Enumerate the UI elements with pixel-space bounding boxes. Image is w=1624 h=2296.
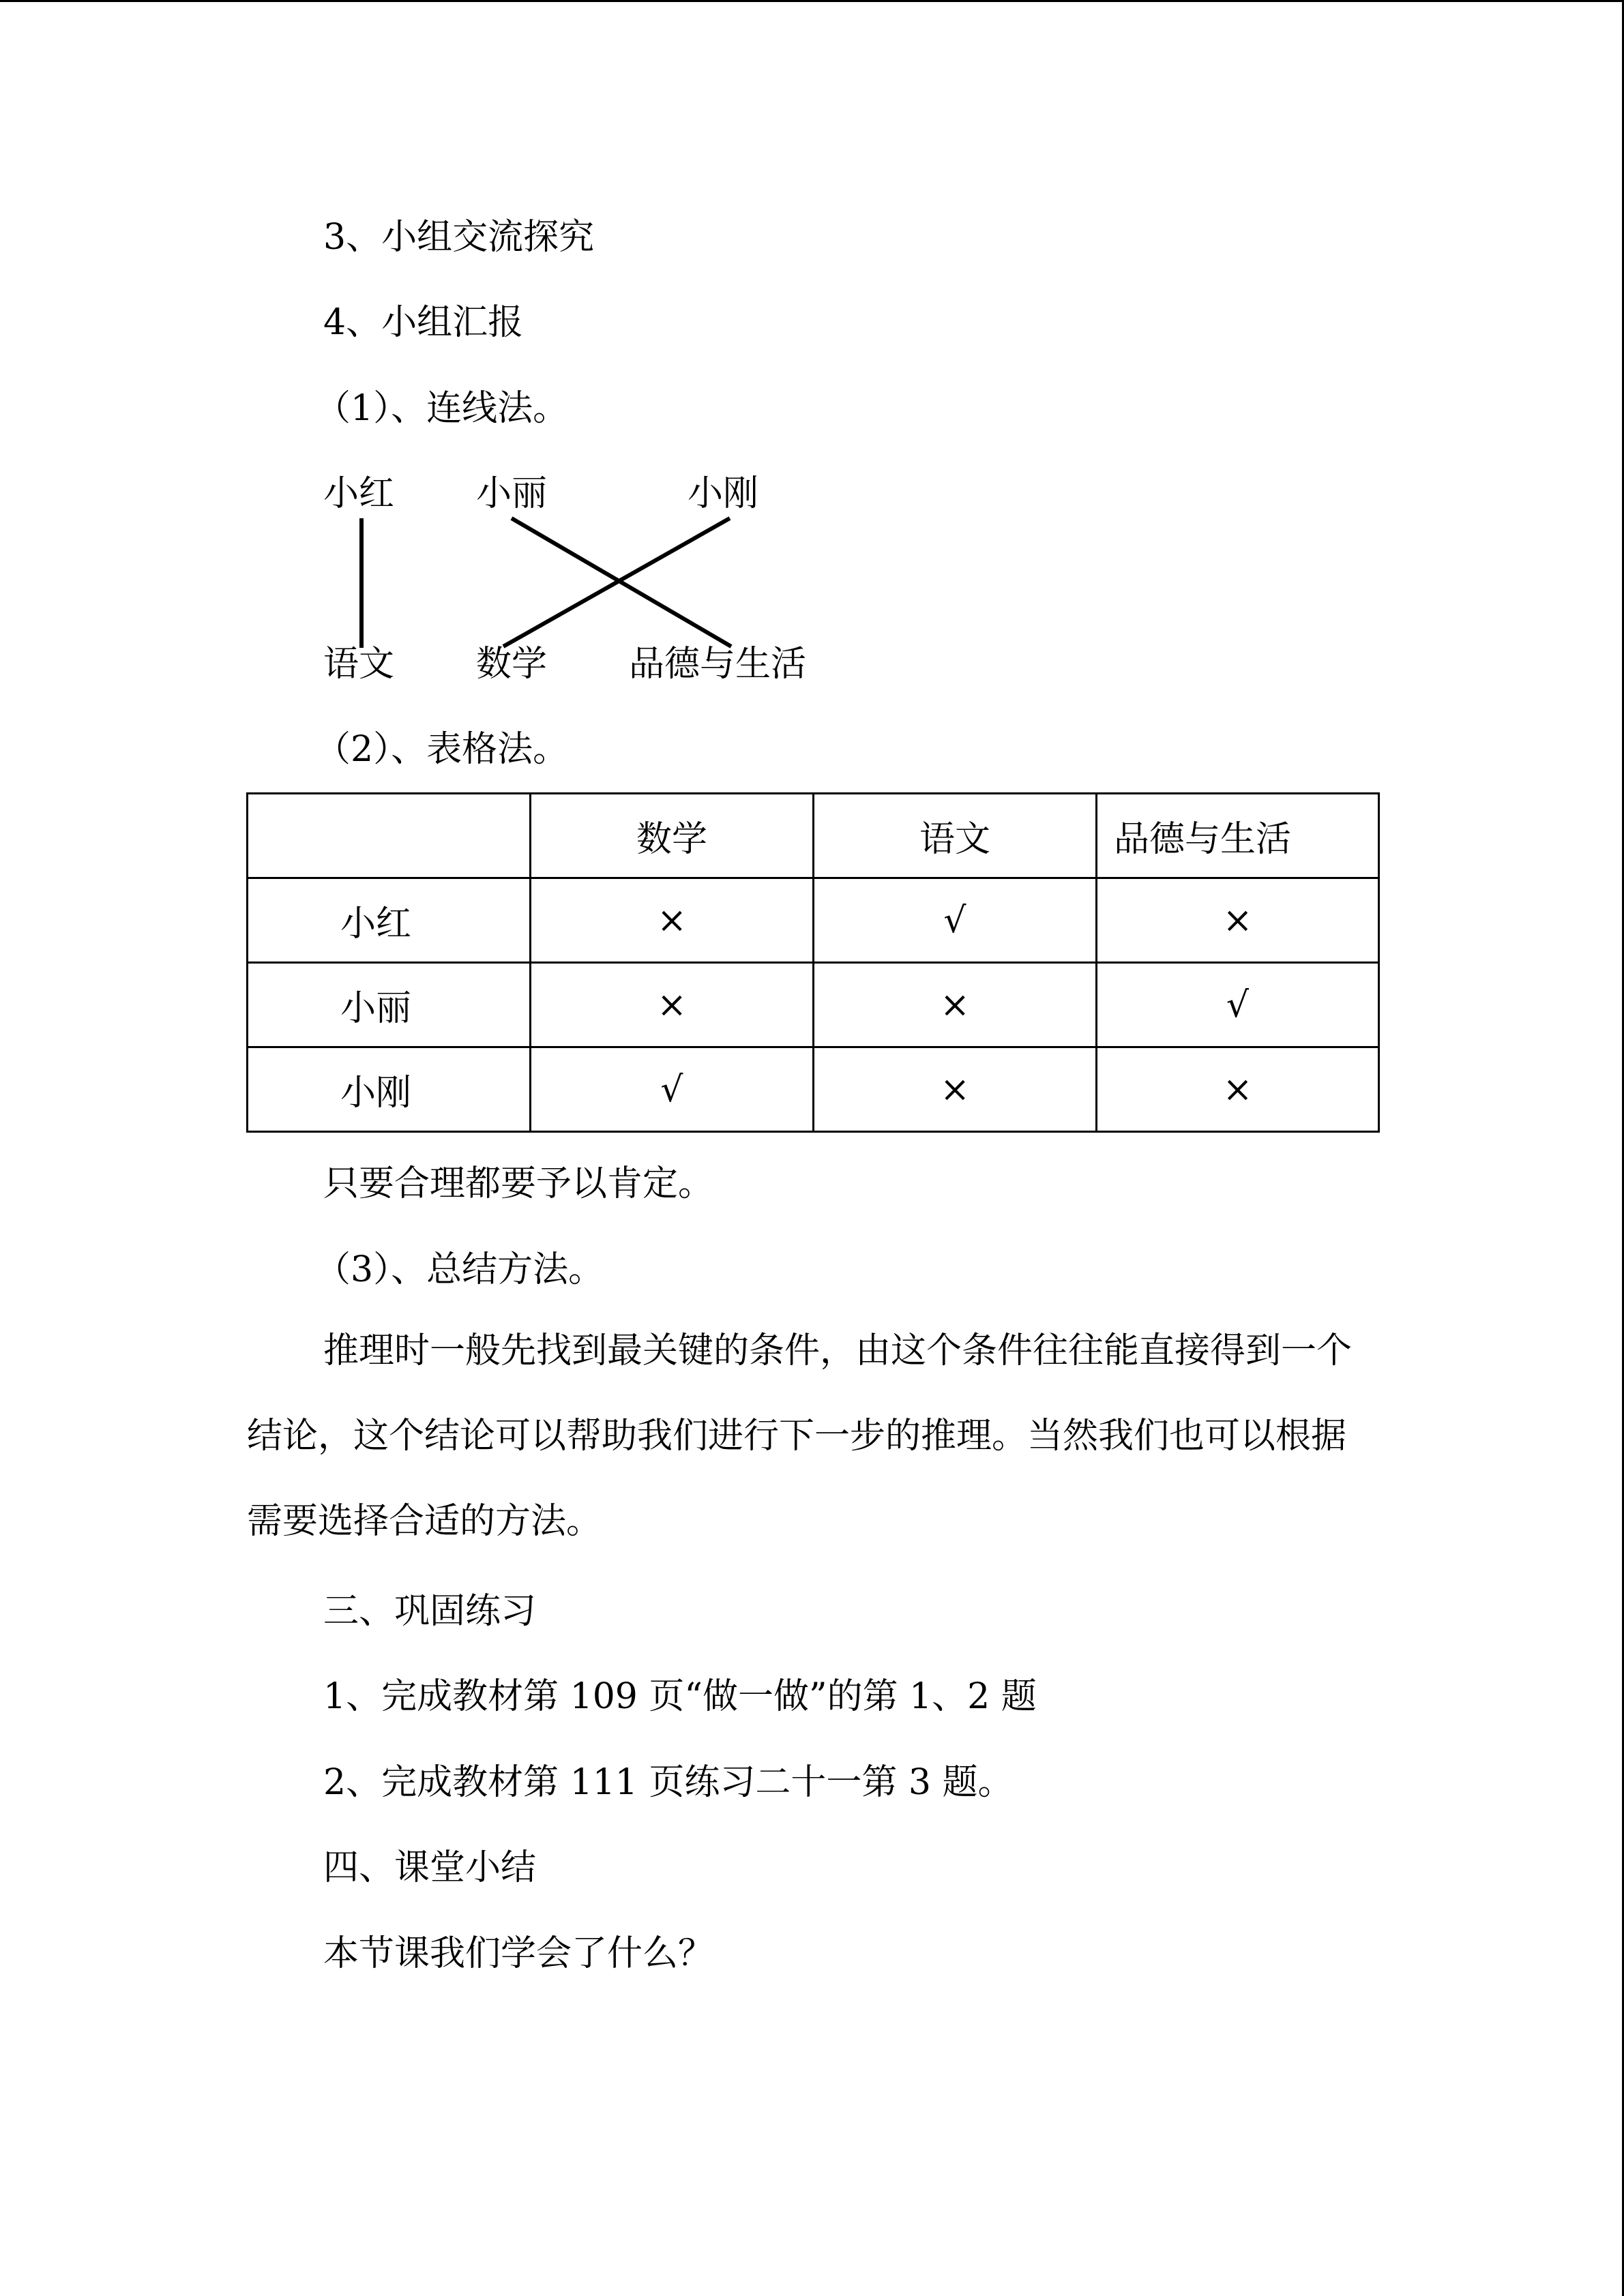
person-xiaoli: 小丽 bbox=[476, 473, 548, 514]
step-4-heading: 4、小组汇报 bbox=[323, 302, 524, 343]
person-xiaogang: 小刚 bbox=[688, 473, 759, 514]
table-header-cell: 语文 bbox=[814, 794, 1097, 878]
section-3-heading: 三、巩固练习 bbox=[323, 1591, 537, 1632]
table-cell: × bbox=[1097, 878, 1379, 963]
subject-yuwen: 语文 bbox=[323, 644, 395, 685]
table-row bbox=[248, 963, 1379, 1047]
table-row bbox=[248, 1047, 1379, 1132]
row-label: 小红 bbox=[248, 878, 531, 963]
person-xiaohong: 小红 bbox=[323, 473, 395, 514]
subject-pinde: 品德与生活 bbox=[629, 644, 807, 685]
table-row bbox=[248, 878, 1379, 963]
closing-question: 本节课我们学会了什么？ bbox=[323, 1933, 714, 1974]
exercise-1: 1、完成教材第 109 页“做一做”的第 1、2 题 bbox=[323, 1676, 1037, 1717]
step-3-heading: 3、小组交流探究 bbox=[323, 217, 595, 258]
method-2-heading: （2）、表格法。 bbox=[315, 729, 569, 770]
table-cell: × bbox=[531, 878, 814, 963]
table-cell: √ bbox=[1097, 963, 1379, 1047]
method-3-heading: （3）、总结方法。 bbox=[315, 1249, 604, 1290]
table-cell: √ bbox=[531, 1047, 814, 1132]
subject-shuxue: 数学 bbox=[476, 644, 548, 685]
table-cell: × bbox=[531, 963, 814, 1047]
table-header-row bbox=[248, 794, 1379, 878]
row-label: 小丽 bbox=[248, 963, 531, 1047]
exercise-2: 2、完成教材第 111 页练习二十一第 3 题。 bbox=[323, 1762, 1014, 1803]
affirm-text: 只要合理都要予以肯定。 bbox=[323, 1163, 714, 1204]
table-header-cell: 数学 bbox=[531, 794, 814, 878]
section-4-heading: 四、课堂小结 bbox=[323, 1847, 537, 1888]
summary-paragraph: 推理时一般先找到最关键的条件，由这个条件往往能直接得到一个结论，这个结论可以帮助我们进行下一步的推理。当然我们也可以根据需要选择合适的方法。 bbox=[247, 1330, 1353, 1542]
table-cell: √ bbox=[814, 878, 1097, 963]
table-header-cell: 品德与生活 bbox=[1097, 794, 1379, 878]
table-header-cell bbox=[248, 794, 531, 878]
method-1-heading: （1）、连线法。 bbox=[315, 388, 569, 429]
table-cell: × bbox=[814, 1047, 1097, 1132]
reasoning-table bbox=[246, 792, 1380, 1133]
row-label: 小刚 bbox=[248, 1047, 531, 1132]
table-cell: × bbox=[814, 963, 1097, 1047]
table-cell: × bbox=[1097, 1047, 1379, 1132]
